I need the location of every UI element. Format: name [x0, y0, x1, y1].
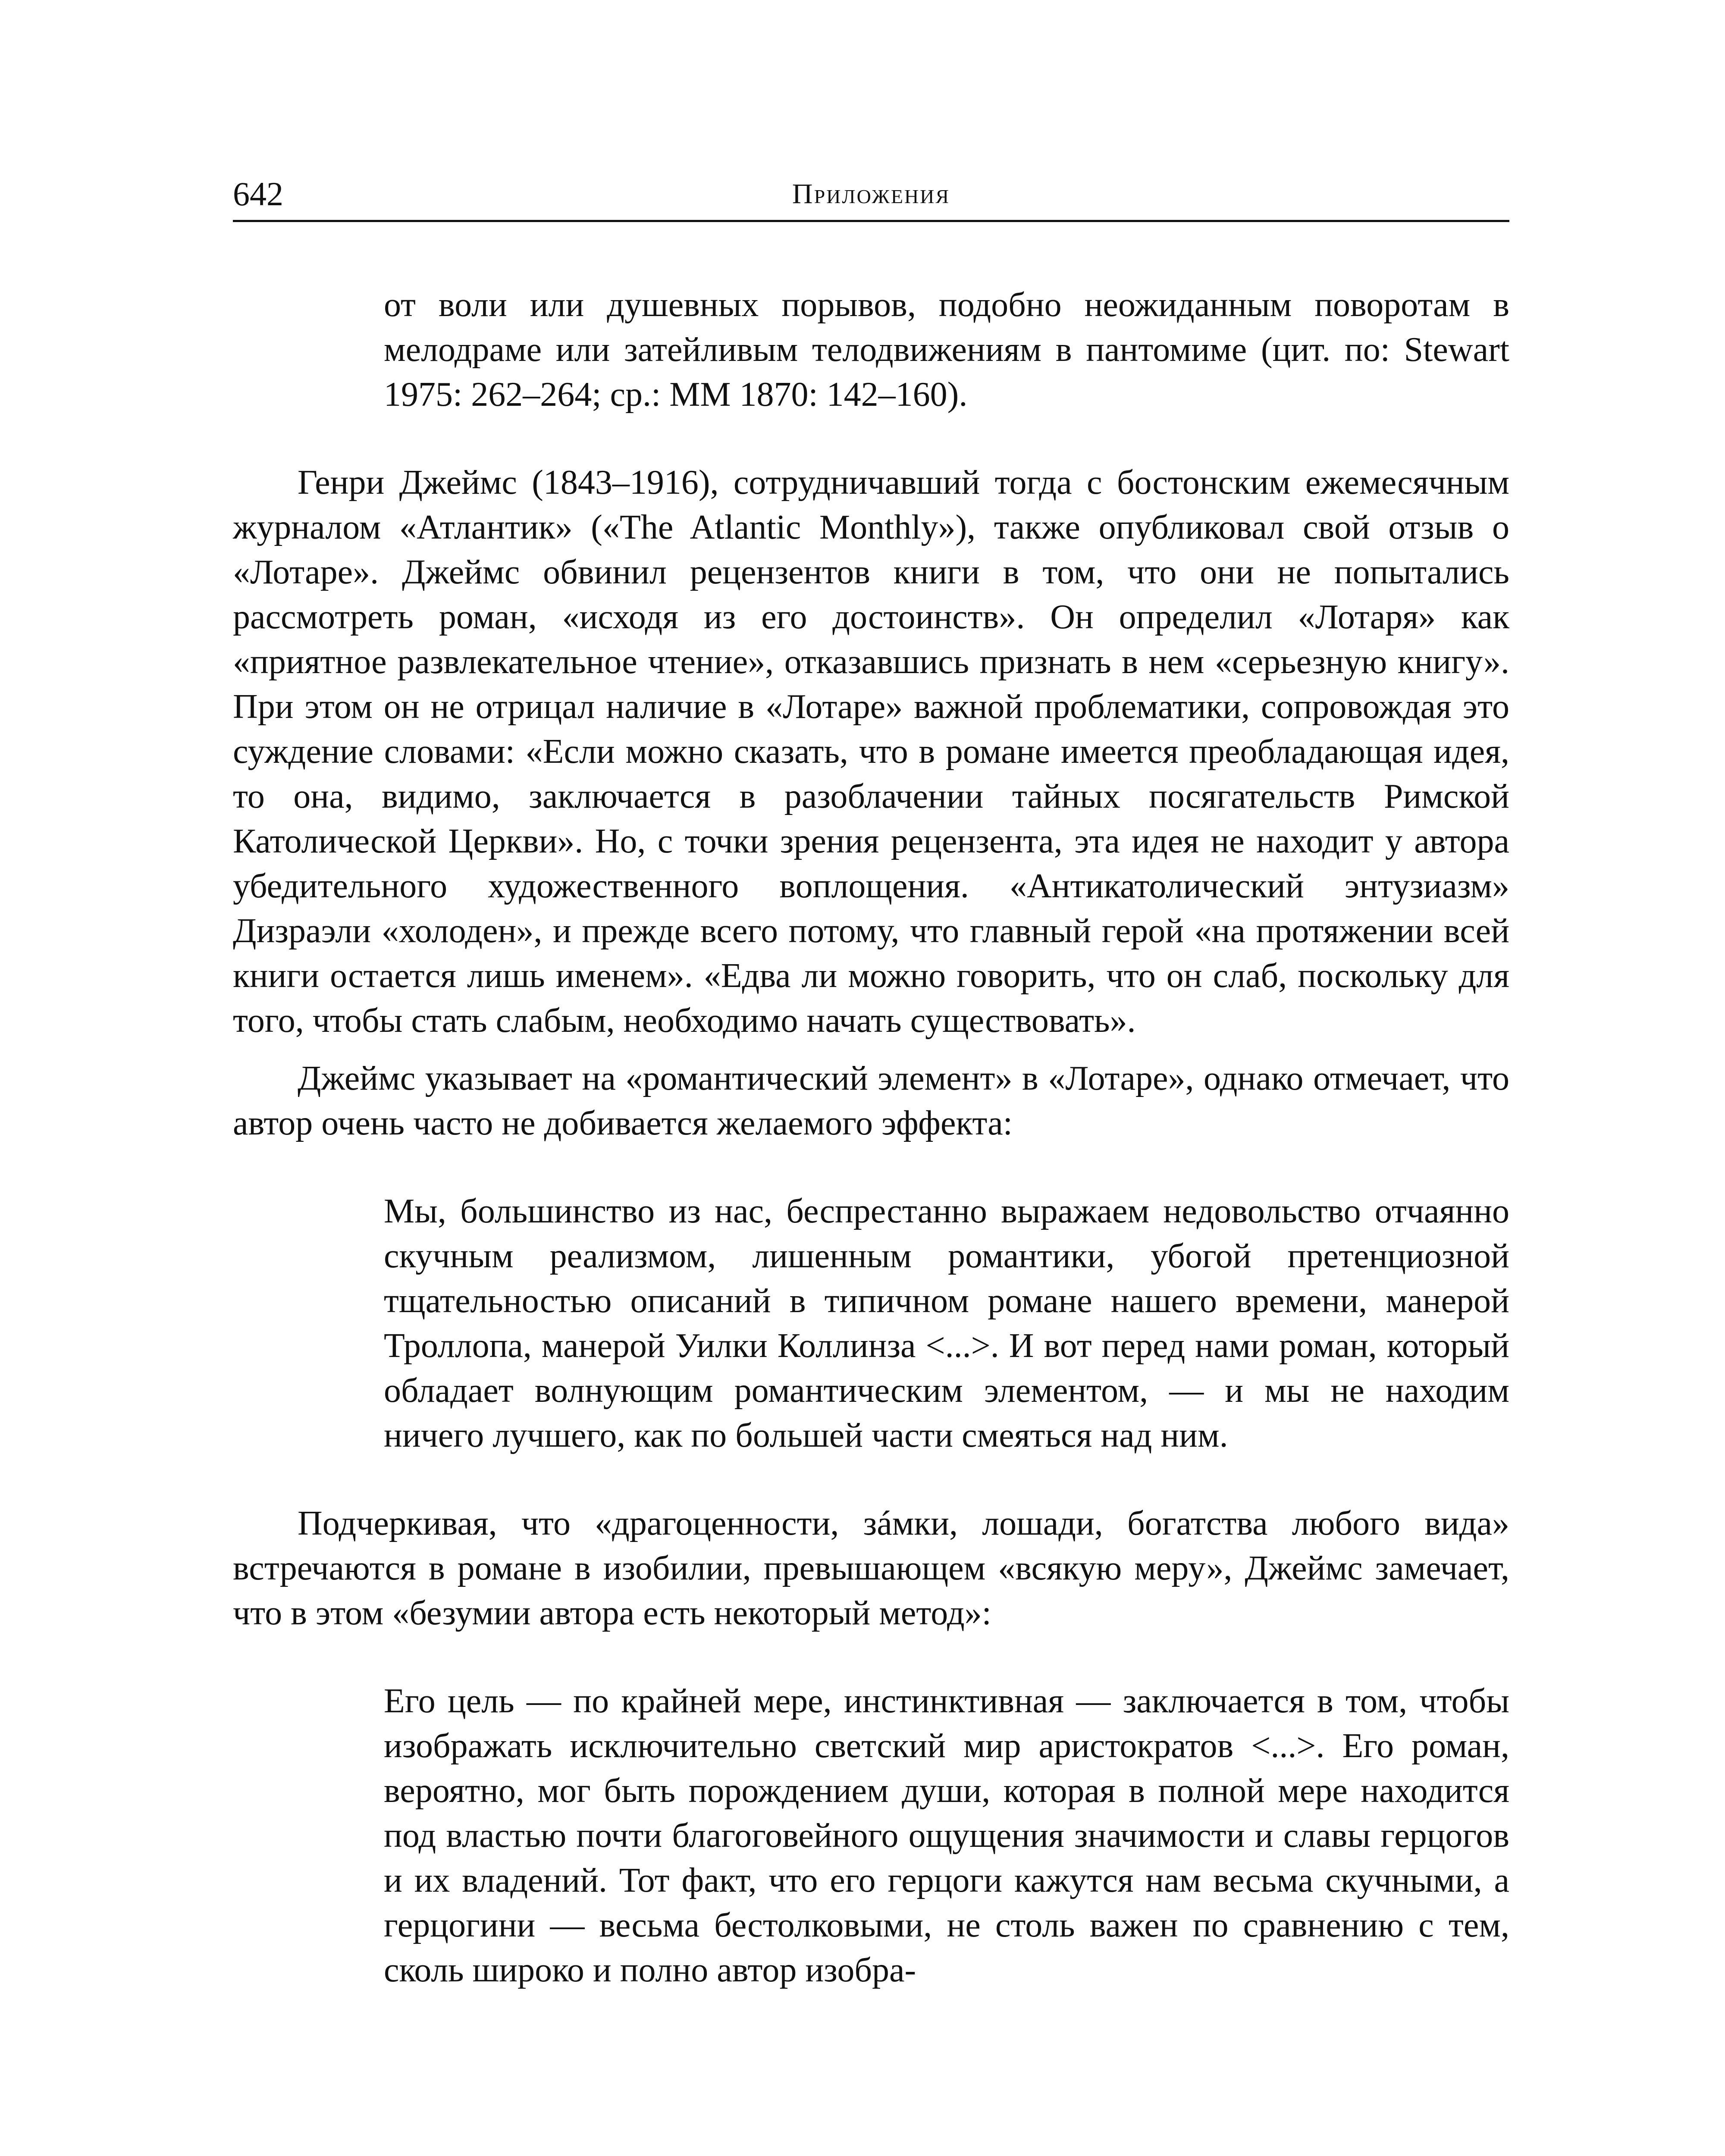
page-header [233, 172, 1509, 220]
block-quote: Мы, большинство из нас, беспрестанно выражаем недовольство отчаянно скучным реализмом, лишенным романтики, убогой претенциозной тщательностью описаний в типичном романе нашего времени, манерой Троллопа, манерой Уилки Коллинза <...>. И вот перед нами роман, который обладает волнующим романтическим элементом, — и мы не находим ничего лучшего, как по большей части смеяться над ним. [384, 1192, 1509, 1454]
paragraph: Джеймс указывает на «романтический элемент» в «Лотаре», однако отмечает, что автор очень часто не добивается желаемого эффекта: [233, 1059, 1509, 1142]
body-text [233, 282, 1509, 1993]
spacer [233, 1146, 1509, 1189]
spacer [233, 417, 1509, 460]
paragraph: Подчеркивая, что «драгоценности, зáмки, лошади, богатства любого вида» встречаются в романе в изобилии, превышающем «всякую меру», Джеймс замечает, что в этом «безумии автора есть некоторый метод»: [233, 1504, 1509, 1632]
page-number: 642 [233, 175, 283, 213]
header-rule [233, 220, 1509, 222]
spacer [233, 1043, 1509, 1056]
block-quote-continued: от воли или душевных порывов, подобно неожиданным поворотам в мелодраме или затейливым телодвижениям в пантомиме (цит. по: Stewart 1975: 262–264; ср.: MM 1870: 142–160). [384, 286, 1509, 414]
block-quote: Его цель — по крайней мере, инстинктивная — заключается в том, чтобы изображать исключительно светский мир аристократов <...>. Его роман, вероятно, мог быть порождением души, которая в полной мере находится под властью почти благоговейного ощущения значимости и славы герцогов и их владений. Тот факт, что его герцоги кажутся нам весьма скучными, а герцогини — весьма бестолковыми, не столь важен по сравнению с тем, сколь широко и полно автор изобра- [384, 1682, 1509, 1989]
running-title: Приложения [792, 178, 950, 210]
spacer [233, 1636, 1509, 1679]
paragraph: Генри Джеймс (1843–1916), сотрудничавший тогда с бостонским ежемесячным журналом «Атлантик» («The Atlantic Monthly»), также опубликовал свой отзыв о «Лотаре». Джеймс обвинил рецензентов книги в том, что они не попытались рассмотреть роман, «исходя из его достоинств». Он определил «Лотаря» как «приятное развлекательное чтение», отказавшись признать в нем «серьезную книгу». При этом он не отрицал наличие в «Лотаре» важной проблематики, сопровождая это суждение словами: «Если можно сказать, что в романе имеется преобладающая идея, то она, видимо, заключается в разоблачении тайных посягательств Римской Католической Церкви». Но, с точки зрения рецензента, эта идея не находит у автора убедительного художественного воплощения. «Антикатолический энтузиазм» Дизраэли «холоден», и прежде всего потому, что главный герой «на протяжении всей книги остается лишь именем». «Едва ли можно говорить, что он слаб, поскольку для того, чтобы стать слабым, необходимо начать существовать». [233, 464, 1509, 1040]
spacer [233, 1458, 1509, 1501]
